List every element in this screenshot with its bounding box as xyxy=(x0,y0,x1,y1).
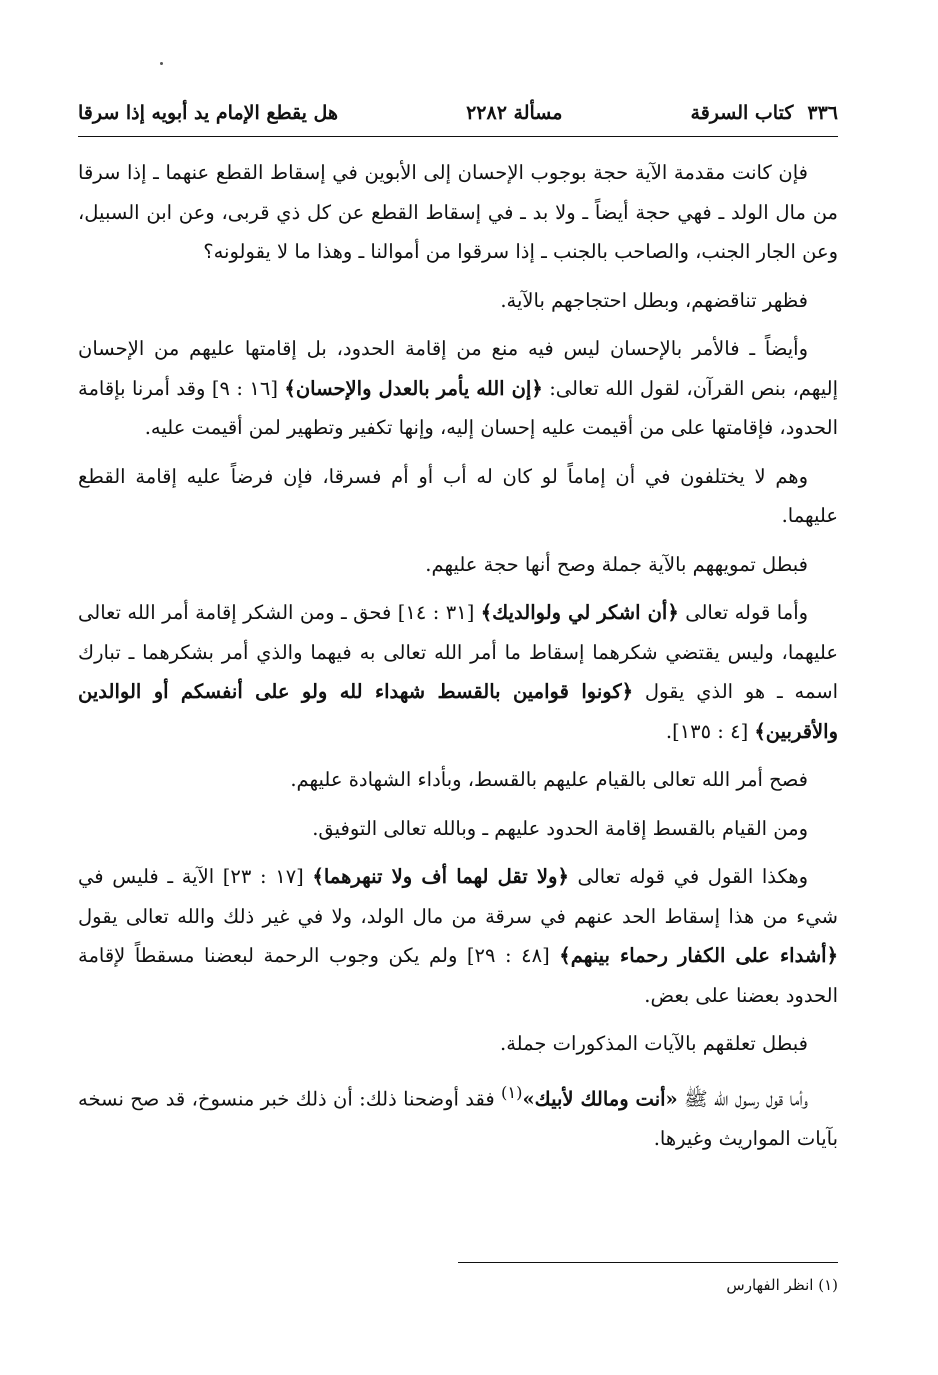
paragraph-text: فإن كانت مقدمة الآية حجة بوجوب الإحسان إلى الأبوين في إسقاط القطع عنهما ـ إذا سرقا من مال الولد ـ فهي حجة أيضاً ـ ولا بد ـ في إسقاط القطع عن كل ذي قربى، وعن ابن السبيل، وعن الجار الجنب، والصاحب بالجنب ـ إذا سرقوا من أموالنا ـ وهذا ما لا يقولونه؟ xyxy=(78,161,838,263)
header-right-group xyxy=(691,102,838,124)
paragraph xyxy=(78,545,838,585)
quran-quote: ﴿كونوا قوامين بالقسط شهداء لله ولو على أنفسكم أو الوالدين والأقربين﴾ xyxy=(78,680,838,743)
issue-number: مسألة ٢٢٨٢ xyxy=(466,102,563,124)
verse-reference: [٤ : ١٣٥]. xyxy=(665,719,749,743)
paragraph xyxy=(78,809,838,849)
paragraph-text: [٣١ : ١٤] فحق ـ ومن الشكر إقامة أمر الله تعالى عليهما، وليس يقتضي شكرهما إسقاط ما أمر الله تعالى به فيهما والذي أمر بشكرهما ـ تبارك اسمه ـ هو الذي يقول xyxy=(78,601,839,703)
paragraph-text: وهم لا يختلفون في أن إماماً لو كان له أب أو أم فسرقا، فإن فرضاً عليه إقامة القطع عليهما. xyxy=(78,464,838,527)
paragraph xyxy=(78,281,838,321)
quran-quote: ﴿ولا تقل لهما أف ولا تنهرهما﴾ xyxy=(312,865,569,888)
paragraph-text: وهكذا القول في قوله تعالى xyxy=(577,865,809,888)
paragraph xyxy=(78,1024,838,1064)
book-title: كتاب السرقة xyxy=(690,102,794,124)
paragraph-text: فقد أوضحنا ذلك: أن ذلك خبر منسوخ، قد صح نسخه بآيات المواريث وغيرها. xyxy=(78,1087,838,1150)
paragraph-text: فبطل تمويههم بالآية جملة وصح أنها حجة عليهم. xyxy=(425,552,808,576)
paragraph xyxy=(78,593,838,751)
paragraph-text: فبطل تعلقهم بالآيات المذكورات جملة. xyxy=(500,1032,808,1055)
main-text xyxy=(78,153,838,1167)
paragraph-text: وأيضاً ـ فالأمر بالإحسان ليس فيه منع من إقامة الحدود، بل إقامتها عليهم من الإحسان إليهم، بنص القرآن، لقول الله تعالى: xyxy=(78,337,839,400)
paragraph xyxy=(78,1073,838,1159)
paragraph xyxy=(78,153,838,272)
paragraph-text: ومن القيام بالقسط إقامة الحدود عليهم ـ وبالله تعالى التوفيق. xyxy=(312,816,808,840)
quran-quote: ﴿أشداء على الكفار رحماء بينهم﴾ xyxy=(559,944,839,967)
paragraph-text: فظهر تناقضهم، وبطل احتجاجهم بالآية. xyxy=(500,288,808,312)
paragraph xyxy=(78,857,838,1015)
page-number: ٣٣٦ xyxy=(807,102,838,124)
paragraph xyxy=(78,457,838,536)
chapter-title: هل يقطع الإمام يد أبويه إذا سرقا xyxy=(78,102,338,124)
paragraph-text: فصح أمر الله تعالى بالقيام عليهم بالقسط، وبأداء الشهادة عليهم. xyxy=(290,768,808,791)
paragraph-text: [١٧ : ٢٣] الآية ـ فليس في شيء من هذا إسقاط الحد عنهم في سرقة من مال الولد، ولا في غير ذلك والله تعالى يقول xyxy=(78,865,838,928)
hadith-quote: «أنت ومالك لأبيك» xyxy=(522,1087,678,1110)
paragraph-text: [١٦ : ٩] وقد أمرنا بإقامة الحدود، فإقامتها على من أقيمت عليه إحسان إليه، وإنها تكفير وتطهير لمن أقيمت عليه. xyxy=(78,376,838,439)
quran-quote: ﴿أن اشكر لي ولوالديك﴾ xyxy=(480,601,679,624)
footnote: (١) انظر الفهارس xyxy=(726,1276,838,1294)
paragraph-text: وأما قول رسول الله ﷺ xyxy=(684,1087,808,1110)
scan-speck xyxy=(160,62,163,65)
paragraph xyxy=(78,329,838,448)
footnote-rule xyxy=(458,1262,838,1263)
footnote-marker: (١) xyxy=(501,1082,523,1102)
paragraph xyxy=(78,760,838,800)
running-header xyxy=(78,96,838,130)
paragraph-text: وأما قوله تعالى xyxy=(685,601,809,624)
quran-quote: ﴿إن الله يأمر بالعدل والإحسان﴾ xyxy=(284,376,543,400)
header-rule xyxy=(78,136,838,137)
paragraph-text: [٤٨ : ٢٩] ولم يكن وجوب الرحمة لبعضنا مسقطاً لإقامة الحدود بعضنا على بعض. xyxy=(78,944,838,1007)
